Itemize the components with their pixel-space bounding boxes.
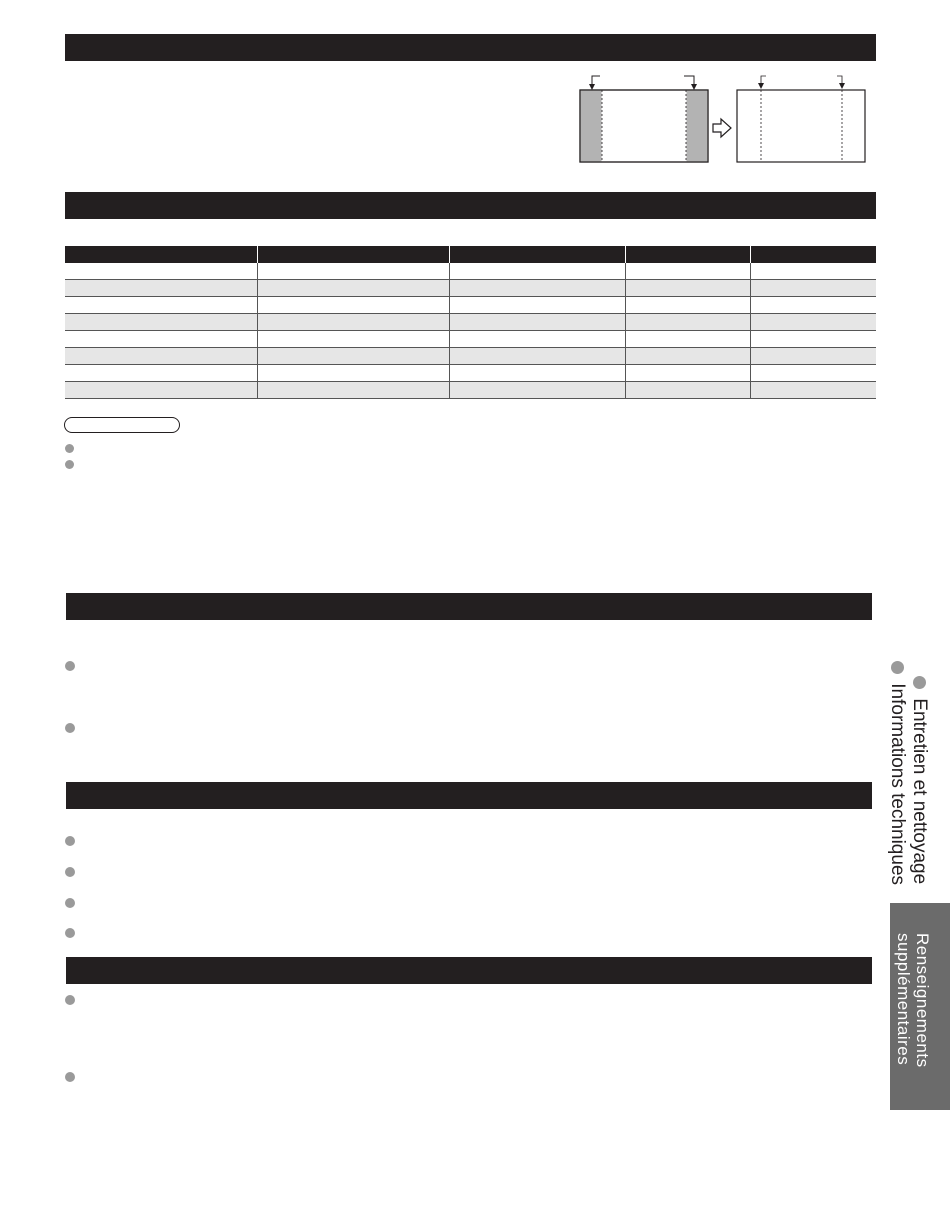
bullet-icon — [65, 444, 74, 453]
column-header — [750, 246, 876, 263]
column-header — [449, 246, 625, 263]
side-index-label: Informations techniques — [887, 683, 908, 886]
note-label-box — [64, 417, 180, 433]
side-index-label: Entretien et nettoyage — [909, 698, 930, 885]
section-tab-label-2: supplémentaires — [894, 933, 913, 1066]
bullet-icon — [913, 676, 926, 689]
bullet-icon — [65, 723, 75, 733]
bullet-icon — [891, 661, 904, 674]
bullet-icon — [65, 1072, 75, 1082]
aspect-ratio-diagram — [570, 72, 870, 168]
section-tab[interactable] — [890, 903, 950, 1110]
bullet-icon — [65, 898, 75, 908]
column-header — [257, 246, 449, 263]
bullet-icon — [65, 928, 75, 938]
table-row — [65, 314, 876, 331]
bullet-icon — [65, 867, 75, 877]
section-header-bar-3 — [66, 593, 872, 620]
bullet-icon — [65, 836, 75, 846]
bullet-icon — [65, 460, 74, 469]
table-header-row — [65, 246, 876, 263]
section-header-bar-1 — [65, 34, 876, 61]
table-row — [65, 382, 876, 399]
table-row — [65, 280, 876, 297]
side-index-item-technical[interactable] — [888, 661, 907, 885]
column-header — [625, 246, 750, 263]
table-row — [65, 348, 876, 365]
section-header-bar-2 — [65, 192, 876, 219]
diagram-before — [580, 76, 708, 162]
table-row — [65, 297, 876, 314]
table-row — [65, 365, 876, 382]
section-tab-label-1: Renseignements — [913, 933, 932, 1068]
data-table — [65, 246, 876, 399]
section-header-bar-4 — [66, 782, 872, 809]
side-index-item-maintenance[interactable] — [910, 676, 929, 884]
diagram-after — [737, 76, 865, 162]
bullet-icon — [65, 661, 75, 671]
table-row — [65, 263, 876, 280]
table-row — [65, 331, 876, 348]
bullet-icon — [65, 995, 75, 1005]
transform-arrow-icon — [713, 119, 731, 137]
column-header — [65, 246, 257, 263]
section-header-bar-5 — [66, 957, 872, 984]
